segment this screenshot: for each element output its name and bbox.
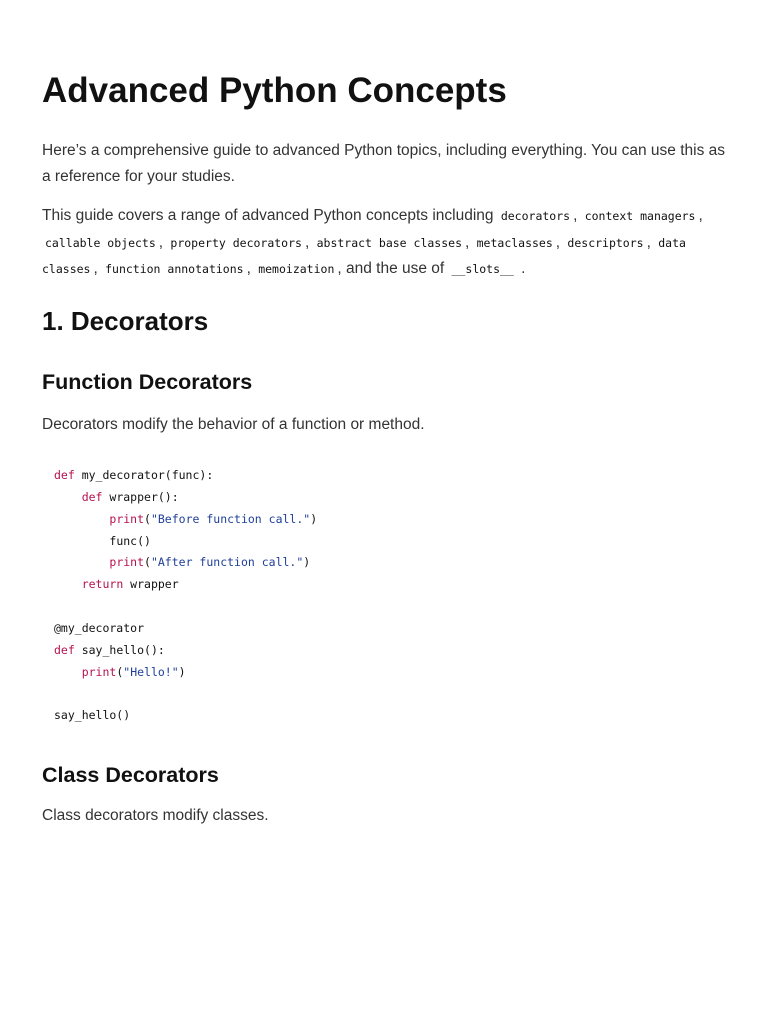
subheading-class-decorators: Class Decorators (42, 763, 219, 787)
string-literal: "Hello!" (123, 664, 179, 679)
topic-separator: , (646, 233, 651, 251)
class-decorators-text: Class decorators modify classes. (42, 807, 269, 824)
code-text: ) (178, 664, 186, 679)
topic-separator: , (304, 233, 310, 251)
page-title: Advanced Python Concepts (42, 71, 507, 110)
topic-code: descriptors (567, 235, 644, 250)
topics-suffix: , and the use of (337, 260, 445, 277)
code-line (54, 705, 317, 727)
intro-paragraph: Here’s a comprehensive guide to advanced Python topics, including everything. You can use this as a reference for your studies. (42, 142, 726, 185)
topic-separator: , (246, 260, 251, 277)
code-text: wrapper(): (102, 489, 179, 504)
code-line (54, 552, 317, 574)
code-line (54, 574, 317, 596)
topic-code: context managers (584, 209, 696, 223)
code-text: ( (116, 664, 124, 679)
builtin: print (109, 555, 145, 570)
topic-separator: , (555, 233, 561, 251)
topic-code: data classes (42, 235, 686, 276)
topic-code: property decorators (170, 235, 302, 250)
keyword: return (81, 577, 124, 592)
builtin: print (109, 511, 145, 526)
keyword: def (81, 489, 103, 504)
code-text: my_decorator(func): (74, 468, 214, 482)
section-heading-decorators: 1. Decorators (42, 306, 209, 336)
code-line (54, 509, 317, 531)
code-line (54, 618, 317, 640)
code-line (54, 531, 317, 553)
string-literal: "After function call." (150, 555, 304, 570)
code-text: func() (109, 533, 151, 548)
topic-code: callable objects (45, 235, 156, 250)
topic-code: abstract base classes (316, 235, 462, 250)
topics-end: . (521, 260, 526, 277)
code-line (54, 465, 317, 487)
topic-separator: , (465, 233, 470, 251)
keyword: def (54, 468, 75, 482)
code-text: ) (303, 555, 311, 570)
code-line (54, 640, 317, 662)
code-line-blank (54, 596, 317, 618)
code-text: say_hello() (54, 708, 131, 723)
keyword: def (54, 642, 75, 657)
function-decorators-text: Decorators modify the behavior of a function or method. (42, 416, 425, 433)
code-text: ) (310, 511, 318, 526)
builtin: print (81, 664, 117, 679)
code-block (54, 465, 317, 727)
topics-paragraph (42, 203, 732, 283)
topic-code: metaclasses (476, 235, 553, 250)
code-text: say_hello(): (74, 642, 165, 657)
slots-code: __slots__ (451, 262, 514, 276)
topic-separator: , (573, 207, 578, 224)
topic-code: function annotations (105, 262, 244, 276)
code-text: wrapper (123, 577, 179, 592)
decorator: @my_decorator (54, 620, 145, 635)
code-line-blank (54, 683, 317, 705)
code-line (54, 487, 317, 509)
topic-code: memoization (258, 262, 335, 276)
topic-separator: , (158, 233, 164, 251)
string-literal: "Before function call." (150, 511, 311, 526)
topic-separator: , (698, 207, 703, 224)
topic-separator: , (93, 260, 98, 277)
subheading-function-decorators: Function Decorators (42, 370, 253, 394)
code-line (54, 662, 317, 684)
code-text: ( (144, 511, 151, 526)
topic-code: decorators (500, 209, 571, 223)
topics-prefix: This guide covers a range of advanced Python concepts including (42, 207, 494, 224)
code-text: ( (144, 555, 151, 570)
